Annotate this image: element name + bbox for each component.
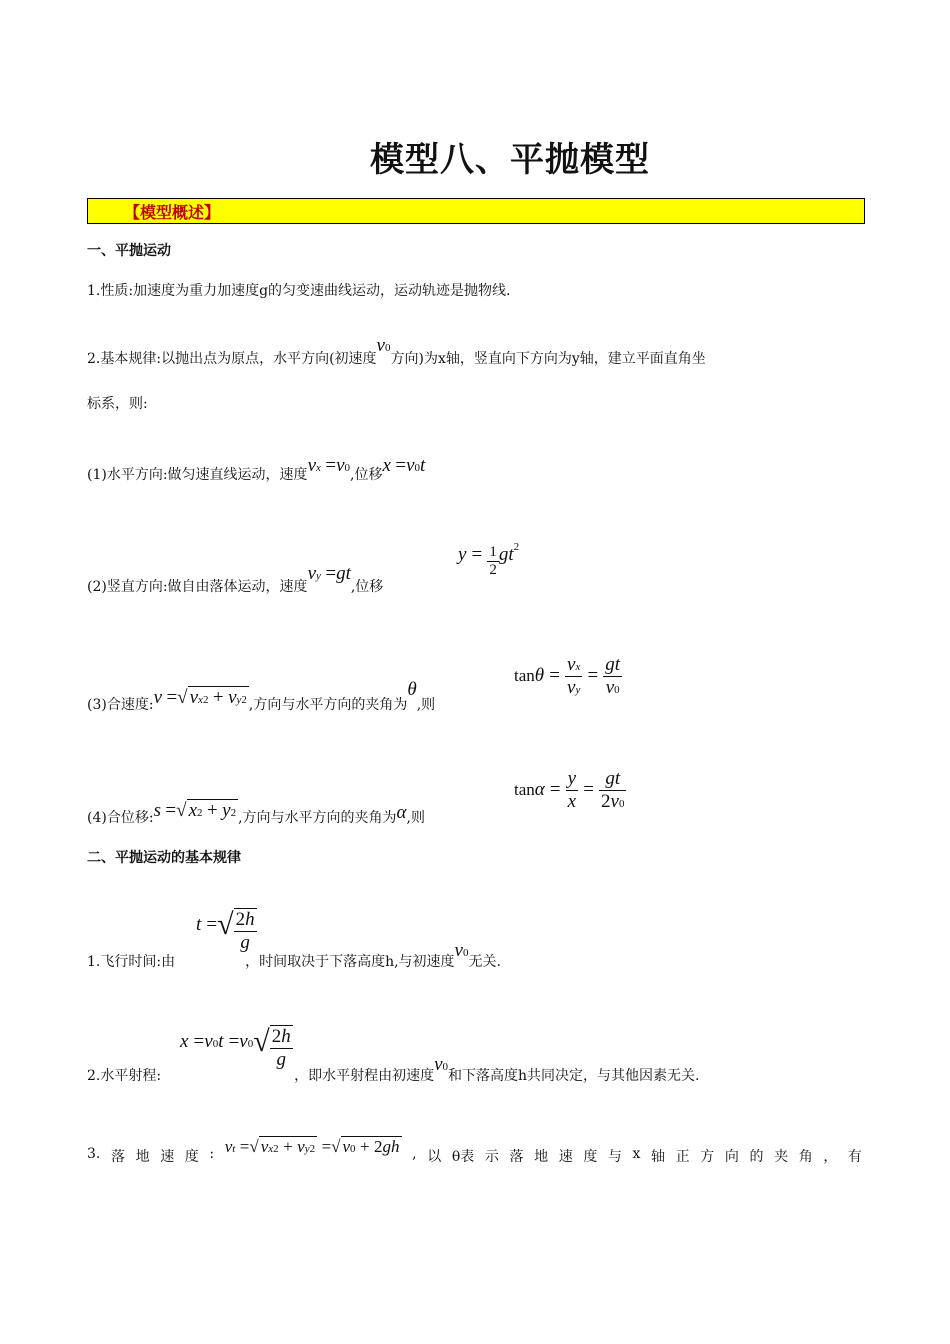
vx-formula: vx =v0 bbox=[307, 455, 350, 476]
rule-text-b: 方向)为x轴，竖直向下方向为y轴，建立平面直角坐 bbox=[390, 351, 706, 367]
item2-text-b: ,位移 bbox=[350, 579, 384, 595]
rule-text-a: 2.基本规律:以抛出点为原点，水平方向(初速度 bbox=[87, 351, 377, 367]
item3-text-a: (3)合速度: bbox=[87, 697, 154, 713]
theta-symbol: θ bbox=[407, 679, 417, 700]
item4-text-b: ,方向与水平方向的夹角为 bbox=[238, 810, 397, 826]
section2-heading: 二、平抛运动的基本规律 bbox=[87, 850, 241, 866]
time-text-c: 无关. bbox=[468, 954, 501, 970]
page-title: 模型八、平抛模型 bbox=[370, 140, 650, 180]
landing-tail-11: 轴 bbox=[651, 1149, 666, 1165]
landing-label-5: 度 bbox=[184, 1149, 199, 1165]
landing-tail-12: 正 bbox=[675, 1149, 690, 1165]
v0-formula: v0 bbox=[376, 335, 391, 356]
landing-label-4: 速 bbox=[160, 1149, 175, 1165]
landing-tail-9: 与 bbox=[607, 1149, 622, 1165]
tan-theta-formula: tanθ = $\frac{vx}{vy}$ = $\frac{gt}{v0}$ bbox=[514, 654, 621, 698]
alpha-symbol: α bbox=[396, 802, 407, 823]
landing-tail-16: 夹 bbox=[774, 1149, 789, 1165]
landing-tail-7: 速 bbox=[558, 1149, 573, 1165]
item3-text-c: ,则 bbox=[416, 697, 436, 713]
item2-line bbox=[87, 563, 384, 597]
nature-text: 1.性质:加速度为重力加速度g的匀变速曲线运动，运动轨迹是抛物线. bbox=[87, 283, 511, 299]
item2-text-a: (2)竖直方向:做自由落体运动，速度 bbox=[87, 579, 308, 595]
time-text-a: 1.飞行时间:由 bbox=[87, 954, 176, 970]
landing-tail-5: 落 bbox=[509, 1149, 524, 1165]
item1-text-a: (1)水平方向:做匀速直线运动，速度 bbox=[87, 467, 308, 483]
landing-tail-2: 以 bbox=[427, 1149, 442, 1165]
landing-label-2: 落 bbox=[110, 1149, 125, 1165]
vy-formula: vy =gt bbox=[307, 563, 351, 584]
landing-tail-15: 的 bbox=[749, 1149, 764, 1165]
item1-line bbox=[87, 455, 426, 485]
v0-formula-2: v0 bbox=[454, 940, 469, 961]
range-formula: $x =v^0t =v^0√$ $\frac{2h}{g}$ bbox=[180, 1024, 291, 1070]
item3-text-b: ,方向与水平方向的夹角为 bbox=[248, 697, 408, 713]
range-line bbox=[87, 1054, 700, 1086]
time-text-b: ，时间取决于下落高度h,与初速度 bbox=[245, 954, 455, 970]
landing-tail-6: 地 bbox=[534, 1149, 549, 1165]
landing-label-6: : bbox=[209, 1146, 215, 1162]
landing-tail-14: 向 bbox=[724, 1149, 739, 1165]
v0-formula-3: v0 bbox=[434, 1054, 449, 1075]
range-text-b: ，即水平射程由初速度 bbox=[294, 1068, 435, 1084]
item4-text-c: ,则 bbox=[406, 810, 425, 826]
range-text-c: 和下落高度h共同决定，与其他因素无关. bbox=[448, 1068, 700, 1084]
x-formula: x =v0t bbox=[382, 455, 426, 476]
vt-formula: vt =√ vx2 + vy2 =√ v0 + 2gh bbox=[224, 1137, 400, 1156]
section1-heading: 一、平抛运动 bbox=[87, 243, 171, 259]
landing-tail-19: 有 bbox=[847, 1149, 862, 1165]
time-line bbox=[87, 940, 501, 972]
item1-text-b: ,位移 bbox=[350, 467, 383, 483]
landing-label-1: 3. bbox=[87, 1146, 101, 1162]
landing-tail-8: 度 bbox=[583, 1149, 598, 1165]
landing-tail-1: , bbox=[412, 1146, 417, 1162]
y-formula: y = $\frac{1}{2}$ $gt^2$ bbox=[458, 541, 520, 578]
landing-tail-10: x bbox=[632, 1146, 641, 1162]
item3-line bbox=[87, 679, 436, 715]
tan-alpha-formula: tanα = $\frac{y}{x}$ = $\frac{gt}{2v0}$ bbox=[514, 768, 625, 812]
landing-tail-3: θ表 bbox=[451, 1149, 475, 1165]
item4-text-a: (4)合位移: bbox=[87, 810, 154, 826]
landing-tail-17: 角 bbox=[798, 1149, 813, 1165]
landing-label-3: 地 bbox=[135, 1149, 150, 1165]
landing-speed-line bbox=[87, 1137, 862, 1167]
section-banner bbox=[87, 198, 865, 224]
landing-tail-18: ， bbox=[823, 1149, 838, 1165]
item4-line bbox=[87, 800, 425, 828]
banner-label: 【模型概述】 bbox=[124, 203, 221, 222]
t-formula: t =√ $\frac{2h}{g}$ bbox=[196, 907, 255, 953]
landing-tail-13: 方 bbox=[700, 1149, 715, 1165]
v-resultant-formula: v =√ vx2 + vy2 bbox=[153, 687, 247, 708]
range-text-a: 2.水平射程: bbox=[87, 1068, 162, 1084]
s-formula: s =√ x2 + y2 bbox=[153, 800, 237, 821]
rule-line-1 bbox=[87, 335, 706, 369]
landing-tail-4: 示 bbox=[484, 1149, 499, 1165]
rule-line-2: 标系，则: bbox=[87, 396, 148, 412]
